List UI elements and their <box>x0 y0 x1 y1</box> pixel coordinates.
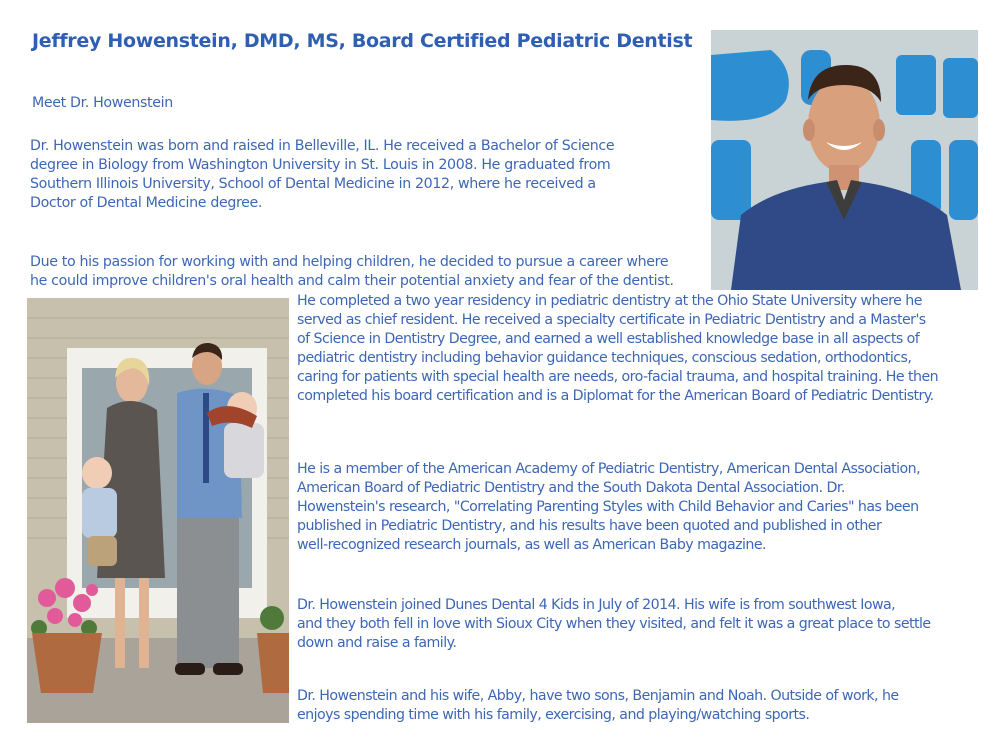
headshot-photo <box>711 30 978 290</box>
bio-paragraph-education <box>30 137 614 213</box>
paragraph-line: published in Pediatric Dentistry, and his results have been quoted and published in other <box>297 518 882 534</box>
bio-paragraph-residency <box>297 292 938 406</box>
paragraph-line: completed his board certification and is a Diplomat for the American Board of Pediatric Dentistry. <box>297 388 934 404</box>
paragraph-line: well-recognized research journals, as well as American Baby magazine. <box>297 537 766 553</box>
bio-paragraph-joined <box>297 596 931 653</box>
paragraph-line: of Science in Dentistry Degree, and earned a well established knowledge base in all aspects of <box>297 331 920 347</box>
paragraph-line: served as chief resident. He received a specialty certificate in Pediatric Dentistry and a Master's <box>297 312 926 328</box>
page-title: Jeffrey Howenstein, DMD, MS, Board Certified Pediatric Dentist <box>32 30 693 52</box>
paragraph-line: he could improve children's oral health and calm their potential anxiety and fear of the dentist. <box>30 273 674 289</box>
bio-paragraph-family <box>297 687 899 725</box>
bio-heading-text: Meet Dr. Howenstein <box>32 95 173 111</box>
paragraph-line: American Board of Pediatric Dentistry and the South Dakota Dental Association. Dr. <box>297 480 845 496</box>
paragraph-line: Dr. Howenstein was born and raised in Belleville, IL. He received a Bachelor of Science <box>30 138 615 154</box>
paragraph-line: Howenstein's research, "Correlating Parenting Styles with Child Behavior and Caries" has been <box>297 499 919 515</box>
family-photo <box>27 298 289 723</box>
paragraph-line: Due to his passion for working with and helping children, he decided to pursue a career where <box>30 254 669 270</box>
bio-heading <box>32 94 173 113</box>
paragraph-line: Dr. Howenstein joined Dunes Dental 4 Kids in July of 2014. His wife is from southwest Iowa, <box>297 597 896 613</box>
paragraph-line: Doctor of Dental Medicine degree. <box>30 195 263 211</box>
bio-paragraph-memberships <box>297 460 920 555</box>
paragraph-line: enjoys spending time with his family, exercising, and playing/watching sports. <box>297 707 810 723</box>
paragraph-line: and they both fell in love with Sioux City when they visited, and felt it was a great place to settle <box>297 616 931 632</box>
bio-paragraph-passion <box>30 253 674 291</box>
paragraph-line: caring for patients with special health are needs, oro-facial trauma, and hospital training. He then <box>297 369 939 385</box>
paragraph-line: Southern Illinois University, School of Dental Medicine in 2012, where he received a <box>30 176 596 192</box>
paragraph-line: He is a member of the American Academy of Pediatric Dentistry, American Dental Association, <box>297 461 921 477</box>
paragraph-line: down and raise a family. <box>297 635 457 651</box>
paragraph-line: He completed a two year residency in pediatric dentistry at the Ohio State University where he <box>297 293 922 309</box>
paragraph-line: Dr. Howenstein and his wife, Abby, have two sons, Benjamin and Noah. Outside of work, he <box>297 688 899 704</box>
paragraph-line: pediatric dentistry including behavior guidance techniques, conscious sedation, orthodontics, <box>297 350 912 366</box>
paragraph-line: degree in Biology from Washington University in St. Louis in 2008. He graduated from <box>30 157 611 173</box>
